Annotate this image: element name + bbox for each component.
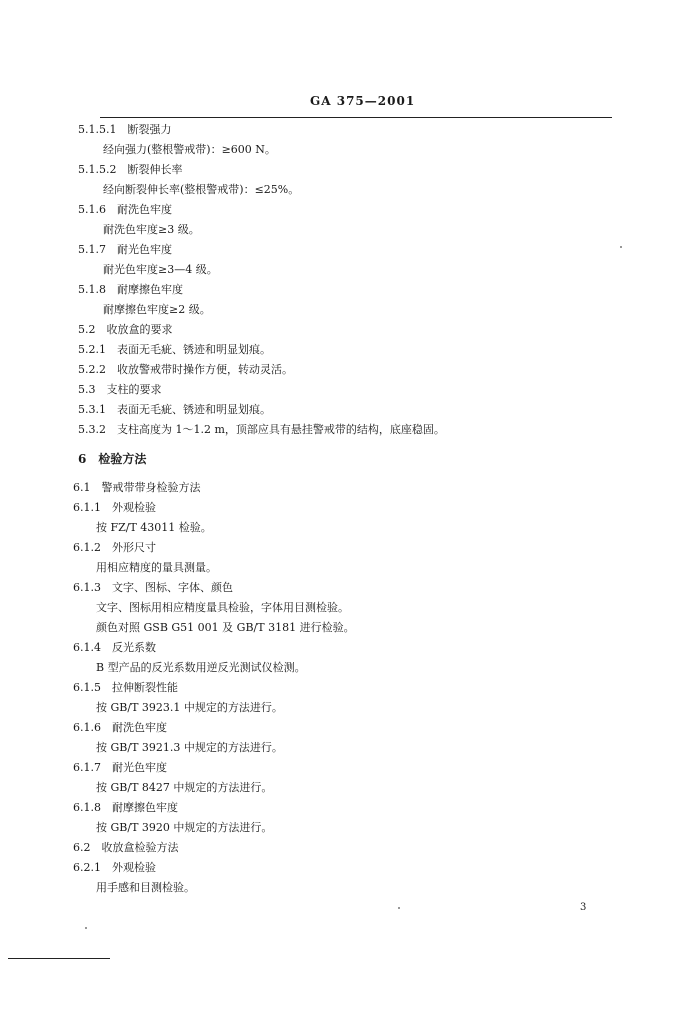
clause-heading: 6.1.6 耐洗色牢度 [73,721,167,734]
section-heading: 6 检验方法 [78,452,147,466]
clause-text: 用相应精度的量具测量。 [96,561,217,574]
clause-text: 按 GB/T 3920 中规定的方法进行。 [96,821,273,834]
clause-text: 经向强力(整根警戒带)：≥600 N。 [103,143,276,156]
clause-heading: 5.3.2 支柱高度为 1～1.2 m，顶部应具有悬挂警戒带的结构，底座稳固。 [78,423,445,436]
clause-text: 按 GB/T 8427 中规定的方法进行。 [96,781,273,794]
clause-heading: 5.1.8 耐摩擦色牢度 [78,283,183,296]
clause-text: 按 GB/T 3923.1 中规定的方法进行。 [96,701,283,714]
clause-text: 按 GB/T 3921.3 中规定的方法进行。 [96,741,283,754]
clause-heading: 6.1.4 反光系数 [73,641,156,654]
header-rule [100,117,612,118]
clause-text: 颜色对照 GSB G51 001 及 GB/T 3181 进行检验。 [96,621,355,634]
clause-heading: 6.1 警戒带带身检验方法 [73,481,201,494]
clause-text: 文字、图标用相应精度量具检验，字体用目测检验。 [96,601,349,614]
clause-heading: 6.1.1 外观检验 [73,501,156,514]
clause-text: B 型产品的反光系数用逆反光测试仪检测。 [96,661,306,674]
clause-text: 耐光色牢度≥3—4 级。 [103,263,218,276]
scan-speck [398,907,400,909]
clause-heading: 6.1.2 外形尺寸 [73,541,156,554]
clause-heading: 6.1.5 拉伸断裂性能 [73,681,178,694]
clause-heading: 5.1.6 耐洗色牢度 [78,203,172,216]
clause-heading: 5.1.5.1 断裂强力 [78,123,172,136]
document-code: GA 375—2001 [310,94,416,108]
page-number: 3 [580,902,587,913]
clause-heading: 6.1.3 文字、图标、字体、颜色 [73,581,233,594]
footer-rule [8,958,110,959]
clause-heading: 6.1.8 耐摩擦色牢度 [73,801,178,814]
clause-heading: 5.2 收放盒的要求 [78,323,173,336]
clause-text: 耐摩擦色牢度≥2 级。 [103,303,211,316]
clause-text: 用手感和目测检验。 [96,881,195,894]
clause-text: 按 FZ/T 43011 检验。 [96,521,212,534]
clause-heading: 6.1.7 耐光色牢度 [73,761,167,774]
clause-heading: 5.1.7 耐光色牢度 [78,243,172,256]
clause-heading: 6.2.1 外观检验 [73,861,156,874]
clause-heading: 6.2 收放盒检验方法 [73,841,179,854]
clause-text: 耐洗色牢度≥3 级。 [103,223,200,236]
clause-heading: 5.1.5.2 断裂伸长率 [78,163,183,176]
clause-heading: 5.2.2 收放警戒带时操作方便，转动灵活。 [78,363,293,376]
clause-heading: 5.2.1 表面无毛疵、锈迹和明显划痕。 [78,343,271,356]
scan-speck [85,927,87,929]
clause-text: 经向断裂伸长率(整根警戒带)：≤25%。 [103,183,300,196]
clause-heading: 5.3 支柱的要求 [78,383,162,396]
scan-speck [620,246,622,248]
clause-heading: 5.3.1 表面无毛疵、锈迹和明显划痕。 [78,403,271,416]
